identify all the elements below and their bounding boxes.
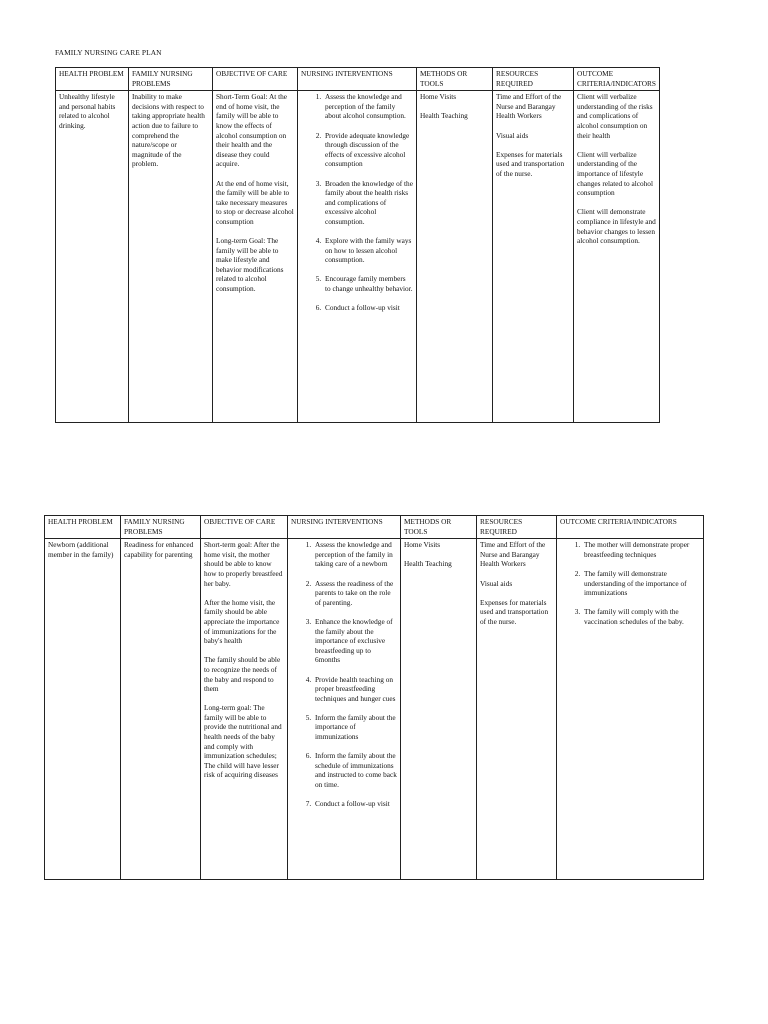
short-term-goal: Short-term goal: After the home visit, the mother should be able to know how to properly breastfeed her baby. [204, 540, 283, 588]
health-problem-cell: Newborn (additional member in the family) [45, 539, 121, 880]
header-outcome-criteria: OUTCOME CRITERIA/INDICATORS [557, 516, 704, 539]
outcome-item: Client will verbalize understanding of the risks and complications of alcohol consumption on their health [577, 92, 653, 140]
header-resources-required: RESOURCES REQUIRED [477, 516, 557, 539]
table-row [56, 91, 660, 423]
intervention-item: 5. Inform the family about the importance of immunizations [313, 713, 397, 742]
header-nursing-interventions: NURSING INTERVENTIONS [288, 516, 401, 539]
intervention-item: 7. Conduct a follow-up visit [313, 799, 397, 809]
short-term-goal-2: After the home visit, the family should be able appreciate the importance of immunizations for the baby's health [204, 597, 280, 646]
resource-item: Expenses for materials used and transportation of the nurse. [480, 597, 549, 626]
family-nursing-problem-cell: Readiness for enhanced capability for parenting [121, 539, 201, 880]
intervention-item: 5. Encourage family members to change unhealthy behavior. [323, 274, 413, 293]
interventions-list [301, 92, 413, 313]
resource-item: Time and Effort of the Nurse and Barangay Health Workers [496, 92, 562, 121]
header-health-problem: HEALTH PROBLEM [45, 516, 121, 539]
table-row [45, 539, 704, 880]
table-header-row [45, 516, 704, 539]
interventions-cell [298, 91, 417, 423]
short-term-goal: Short-Term Goal: At the end of home visit, the family will be able to know the effects of alcohol consumption on their health and the disease they could acquire. [216, 92, 288, 169]
outcome-item: Client will verbalize understanding of the importance of lifestyle changes related to alcohol consumption [577, 149, 653, 198]
method-item: Home Visits [420, 92, 457, 102]
intervention-item: 3. Enhance the knowledge of the family about the importance of exclusive breastfeeding up to 6months [313, 617, 397, 665]
outcomes-list [560, 540, 700, 626]
intervention-item: 1. Assess the knowledge and perception of the family in taking care of a newborn [313, 540, 397, 569]
health-problem-cell: Unhealthy lifestyle and personal habits related to alcohol drinking. [56, 91, 129, 423]
header-resources-required: RESOURCES REQUIRED [493, 68, 574, 91]
interventions-list [291, 540, 397, 809]
intervention-item: 4. Provide health teaching on proper breastfeeding techniques and hunger cues [313, 675, 397, 704]
intervention-item: 1. Assess the knowledge and perception of the family about alcohol consumption. [323, 92, 413, 121]
intervention-item: 4. Explore with the family ways on how to lessen alcohol consumption. [323, 236, 413, 265]
long-term-goal: Long-term goal: The family will be able to provide the nutritional and health needs of the baby and comply with immunization schedules; The child will have lesser risk of acquiring diseases [204, 703, 282, 780]
outcome-item: Client will demonstrate compliance in lifestyle and behavior changes to lessen alcohol consumption. [577, 207, 656, 246]
resource-item: Time and Effort of the Nurse and Barangay Health Workers [480, 540, 546, 569]
intervention-item: 6. Inform the family about the schedule of immunizations and instructed to come back on time. [313, 751, 397, 789]
header-health-problem: HEALTH PROBLEM [56, 68, 129, 91]
method-item: Health Teaching [404, 559, 452, 569]
header-family-nursing-problems: FAMILY NURSING PROBLEMS [121, 516, 201, 539]
care-plan-table-alcohol [55, 67, 660, 423]
method-item: Health Teaching [420, 111, 468, 121]
outcome-item: 1. The mother will demonstrate proper breastfeeding techniques [582, 540, 700, 559]
objective-cell [213, 91, 298, 423]
interventions-cell [288, 539, 401, 880]
outcome-item: 3. The family will comply with the vaccination schedules of the baby. [582, 607, 700, 626]
intervention-item: 2. Assess the readiness of the parents to take on the role of parenting. [313, 579, 397, 608]
intervention-item: 3. Broaden the knowledge of the family about the health risks and complications of excessive alcohol consumption. [323, 179, 413, 227]
table-header-row [56, 68, 660, 91]
resource-item: Visual aids [496, 130, 529, 140]
header-objective-of-care: OBJECTIVE OF CARE [201, 516, 288, 539]
care-plan-table-newborn [44, 515, 704, 880]
resource-item: Visual aids [480, 578, 513, 588]
method-item: Home Visits [404, 540, 441, 550]
intervention-item: 6. Conduct a follow-up visit [323, 303, 413, 313]
outcomes-cell [557, 539, 704, 880]
resource-item: Expenses for materials used and transportation of the nurse. [496, 149, 565, 178]
methods-cell [417, 91, 493, 423]
intervention-item: 2. Provide adequate knowledge through discussion of the effects of excessive alcohol consumption [323, 131, 413, 169]
family-nursing-problem-cell: Inability to make decisions with respect to taking appropriate health action due to failure to comprehend the nature/scope or magnitude of the problem. [129, 91, 213, 423]
resources-cell [493, 91, 574, 423]
long-term-goal: Long-term Goal: The family will be able to make lifestyle and behavior modifications related to alcohol consumption. [216, 236, 284, 294]
short-term-goal-2: At the end of home visit, the family will be able to take necessary measures to stop or decrease alcohol consumption [216, 178, 294, 226]
header-family-nursing-problems: FAMILY NURSING PROBLEMS [129, 68, 213, 91]
outcomes-cell [574, 91, 660, 423]
outcome-item: 2. The family will demonstrate understanding of the importance of immunizations [582, 569, 700, 598]
objective-cell [201, 539, 288, 880]
header-methods-or-tools: METHODS OR TOOLS [417, 68, 493, 91]
methods-cell [401, 539, 477, 880]
header-objective-of-care: OBJECTIVE OF CARE [213, 68, 298, 91]
header-outcome-criteria: OUTCOME CRITERIA/INDICATORS [574, 68, 660, 91]
document-title: FAMILY NURSING CARE PLAN [55, 48, 162, 57]
resources-cell [477, 539, 557, 880]
short-term-goal-3: The family should be able to recognize the needs of the baby and respond to them [204, 655, 281, 694]
header-methods-or-tools: METHODS OR TOOLS [401, 516, 477, 539]
header-nursing-interventions: NURSING INTERVENTIONS [298, 68, 417, 91]
